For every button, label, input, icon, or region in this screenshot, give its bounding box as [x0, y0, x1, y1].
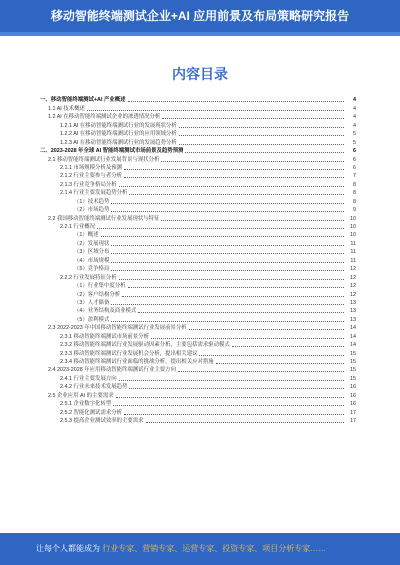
toc-entry-page: 5 [353, 139, 356, 146]
toc-entry-page: 9 [353, 207, 356, 214]
toc-entry-label: 2.5.1 企业数字化转型 [60, 401, 112, 408]
toc-entry-label: （2）市场趋势 [74, 207, 110, 214]
toc-entry-page: 4 [353, 105, 356, 112]
toc-entry[interactable] [40, 299, 356, 307]
toc-entry-page: 12 [350, 266, 356, 273]
toc-entry[interactable] [40, 113, 356, 121]
toc-entry[interactable] [40, 96, 356, 104]
footer-slogan [36, 541, 376, 557]
header-stripe [0, 32, 400, 36]
toc-dot-leader [116, 397, 344, 398]
toc-entry[interactable] [40, 223, 356, 231]
toc-entry[interactable] [40, 273, 356, 281]
toc-entry-page: 4 [353, 114, 356, 121]
toc-dot-leader [179, 135, 344, 136]
toc-dot-leader [111, 262, 344, 263]
toc-entry[interactable] [40, 206, 356, 214]
toc-dot-leader [162, 118, 344, 119]
toc-entry-page: 8 [353, 181, 356, 188]
toc-entry[interactable] [40, 391, 356, 399]
toc-entry-page: 5 [353, 131, 356, 138]
toc-entry-page: 10 [350, 224, 356, 230]
toc-entry-label: 1.2.1 AI 在移动智能终端测试行业的发展现状分析 [60, 122, 177, 129]
toc-dot-leader [122, 296, 344, 297]
toc-dot-leader [87, 110, 344, 111]
toc-dot-leader [111, 270, 344, 271]
toc-entry-page: 7 [353, 173, 356, 180]
toc-entry[interactable] [40, 374, 356, 382]
toc-entry-label: 2.3 2022-2023 年中国移动智能终端测试行业发展前景分析 [48, 325, 187, 332]
toc-entry[interactable] [40, 349, 356, 357]
toc-entry-label: （3）人才储备 [74, 299, 110, 306]
toc-entry[interactable] [40, 383, 356, 391]
toc-entry-label: （3）区域分布 [74, 249, 110, 256]
toc-entry-label: 2.3.1 移动智能终端测试市场前景分析 [60, 333, 149, 340]
toc-entry[interactable] [40, 290, 356, 298]
toc-entry-page: 11 [350, 249, 356, 256]
toc-entry-label: 2.1.2 行业主要参与者分析 [60, 173, 123, 180]
toc-entry-label: 2.4.2 行业未来技术发展趋势 [60, 384, 128, 391]
toc-dot-leader [161, 161, 344, 162]
toc-entry-label: 2.1 移动智能终端测试行业发展背景与现状分析 [48, 156, 160, 163]
toc-entry[interactable] [40, 172, 356, 180]
toc-entry-page: 12 [350, 283, 356, 290]
toc-dot-leader [232, 346, 344, 347]
toc-entry[interactable] [40, 239, 356, 247]
toc-entry-page: 15 [350, 350, 356, 357]
toc-dot-leader [111, 321, 344, 322]
table-of-contents [40, 96, 356, 425]
toc-entry[interactable] [40, 358, 356, 366]
toc-entry[interactable] [40, 121, 356, 129]
toc-entry[interactable] [40, 256, 356, 264]
toc-entry[interactable] [40, 341, 356, 349]
toc-entry-label: （4）市场规模 [74, 257, 110, 264]
toc-entry-label: （1）概述 [74, 232, 99, 239]
toc-dot-leader [97, 228, 344, 229]
toc-entry-page: 14 [350, 342, 356, 349]
toc-entry-page: 11 [350, 240, 356, 247]
toc-entry[interactable] [40, 138, 356, 146]
toc-dot-leader [119, 279, 344, 280]
toc-entry-page: 10 [350, 232, 356, 239]
toc-entry-label: 1.2.3 AI 在移动智能终端测试行业的发展趋势分析 [60, 139, 177, 146]
toc-entry-page: 17 [350, 409, 356, 416]
toc-entry-page: 4 [353, 97, 356, 104]
toc-entry-page: 15 [350, 375, 356, 382]
toc-entry-page: 14 [350, 333, 356, 340]
toc-heading: 内容目录 [172, 66, 228, 82]
toc-entry-label: （2）客户结构分析 [74, 291, 121, 298]
toc-entry-page: 12 [350, 291, 356, 298]
toc-dot-leader [124, 177, 344, 178]
toc-entry[interactable] [40, 155, 356, 163]
toc-entry[interactable] [40, 197, 356, 205]
toc-entry[interactable] [40, 104, 356, 112]
toc-entry-page: 10 [350, 215, 356, 222]
toc-entry-page: 16 [350, 392, 356, 399]
toc-entry[interactable] [40, 324, 356, 332]
toc-entry-page: 15 [350, 359, 356, 365]
toc-entry-page: 13 [350, 308, 356, 315]
toc-entry[interactable] [40, 180, 356, 188]
toc-entry[interactable] [40, 248, 356, 256]
toc-entry[interactable] [40, 231, 356, 239]
toc-dot-leader [128, 101, 344, 102]
toc-entry-label: （5）竞争格局 [74, 266, 110, 273]
toc-entry[interactable] [40, 408, 356, 416]
toc-entry-label: 2.2 我国移动智能终端测试行业发展现状与特征 [48, 215, 160, 222]
toc-entry-label: 2.5 企业应用 AI 的主要需求 [48, 392, 114, 399]
toc-dot-leader [111, 203, 344, 204]
toc-entry[interactable] [40, 265, 356, 273]
toc-entry-page: 12 [350, 274, 356, 281]
toc-entry-label: （1）技术趋势 [74, 198, 110, 205]
toc-entry-page: 14 [350, 325, 356, 332]
toc-dot-leader [129, 194, 344, 195]
toc-entry-page: 11 [350, 257, 356, 264]
toc-dot-leader [111, 211, 344, 212]
footer-roles: 行业专家、营销专家、运营专家、投资专家、项目分析专家…… [102, 544, 327, 553]
toc-entry-page: 13 [350, 316, 356, 323]
toc-entry-label: 2.5.3 提高企业测试效率的主要需求 [60, 418, 144, 425]
toc-dot-leader [216, 363, 344, 364]
toc-entry-label: 2.3.2 移动智能终端测试行业发展驱动因素分析，主要包括需求驱动模式 [60, 342, 230, 349]
toc-entry-page: 4 [353, 122, 356, 129]
toc-entry-label: （1）行业集中度分析 [74, 283, 126, 290]
toc-entry-label: 2.5.2 智能化测试需求分析 [60, 409, 123, 416]
toc-entry-page: 6 [353, 156, 356, 163]
toc-dot-leader [146, 422, 344, 423]
report-title: 移动智能终端测试企业+AI 应用前景及布局策略研究报告 [50, 9, 350, 23]
toc-entry-label: （4）业务结构及商业模式 [74, 308, 137, 315]
toc-entry[interactable] [40, 282, 356, 290]
toc-entry-label: （5）盈利模式 [74, 316, 110, 323]
toc-entry[interactable] [40, 147, 356, 155]
toc-entry[interactable] [40, 332, 356, 340]
toc-dot-leader [151, 338, 344, 339]
toc-entry-page: 16 [350, 401, 356, 408]
toc-dot-leader [179, 127, 344, 128]
toc-dot-leader [185, 152, 344, 153]
toc-entry-label: 2.2.2 行业发展特征分析 [60, 274, 117, 281]
toc-entry[interactable] [40, 400, 356, 408]
toc-dot-leader [111, 245, 344, 246]
toc-dot-leader [113, 405, 344, 406]
toc-dot-leader [199, 355, 344, 356]
toc-entry[interactable] [40, 366, 356, 374]
toc-dot-leader [111, 253, 344, 254]
toc-dot-leader [119, 380, 344, 381]
toc-dot-leader [138, 312, 344, 313]
toc-entry[interactable] [40, 214, 356, 222]
toc-entry-page: 6 [353, 164, 356, 171]
toc-entry-label: 1.2 AI 在移动智能终端测试企业的渗透情况分析 [48, 114, 161, 121]
toc-entry-page: 8 [353, 190, 356, 197]
toc-entry-page: 6 [353, 148, 356, 155]
toc-entry-label: 1.2.2 AI 在移动智能终端测试行业的应用领域分析 [60, 131, 177, 138]
toc-entry-label: 1.1 AI 技术概述 [48, 105, 85, 112]
toc-entry[interactable] [40, 189, 356, 197]
toc-dot-leader [124, 414, 344, 415]
toc-entry-label: 2.3.4 移动智能终端测试行业面临的挑战分析，提出相关应对措施 [60, 359, 214, 365]
toc-entry-label: 2.2.1 行业概况 [60, 224, 96, 230]
toc-dot-leader [124, 169, 344, 170]
toc-dot-leader [178, 371, 344, 372]
toc-entry-label: 一、移动智能终端测试+AI 产业概述 [40, 97, 126, 104]
toc-entry-page: 15 [350, 367, 356, 374]
toc-entry-label: 2.1.4 行业主要发展趋势分析 [60, 190, 128, 197]
toc-dot-leader [128, 287, 344, 288]
toc-entry[interactable] [40, 315, 356, 323]
toc-dot-leader [179, 144, 344, 145]
toc-entry-page: 17 [350, 418, 356, 425]
footer-lead: 让每个人都能成为 [36, 544, 100, 553]
toc-dot-leader [161, 220, 344, 221]
toc-entry[interactable] [40, 130, 356, 138]
toc-entry-label: 2.1.1 市场规模分析及预测 [60, 164, 123, 171]
toc-entry-label: 2.1.3 行业竞争格局分析 [60, 181, 117, 188]
toc-entry-page: 8 [353, 198, 356, 205]
toc-entry-page: 16 [350, 384, 356, 391]
toc-dot-leader [101, 236, 344, 237]
toc-entry-label: 二、2023-2028 年全球 AI 智能终端测试市场前景及趋势预测 [40, 148, 184, 155]
toc-entry[interactable] [40, 417, 356, 425]
toc-dot-leader [129, 388, 344, 389]
toc-entry-label: 2.3.3 移动智能终端测试行业发展机会分析，提出相关建议 [60, 350, 198, 357]
toc-entry-page: 13 [350, 299, 356, 306]
toc-entry[interactable] [40, 307, 356, 315]
toc-dot-leader [189, 329, 344, 330]
toc-entry-label: 2.4 2023-2028 年应用移动智能终端测试行业主要方向 [48, 367, 176, 374]
toc-dot-leader [119, 186, 344, 187]
toc-dot-leader [111, 304, 344, 305]
toc-entry-label: 2.4.1 行业主要发展方向 [60, 375, 117, 382]
toc-entry-label: （2）发展现状 [74, 240, 110, 247]
toc-entry[interactable] [40, 164, 356, 172]
